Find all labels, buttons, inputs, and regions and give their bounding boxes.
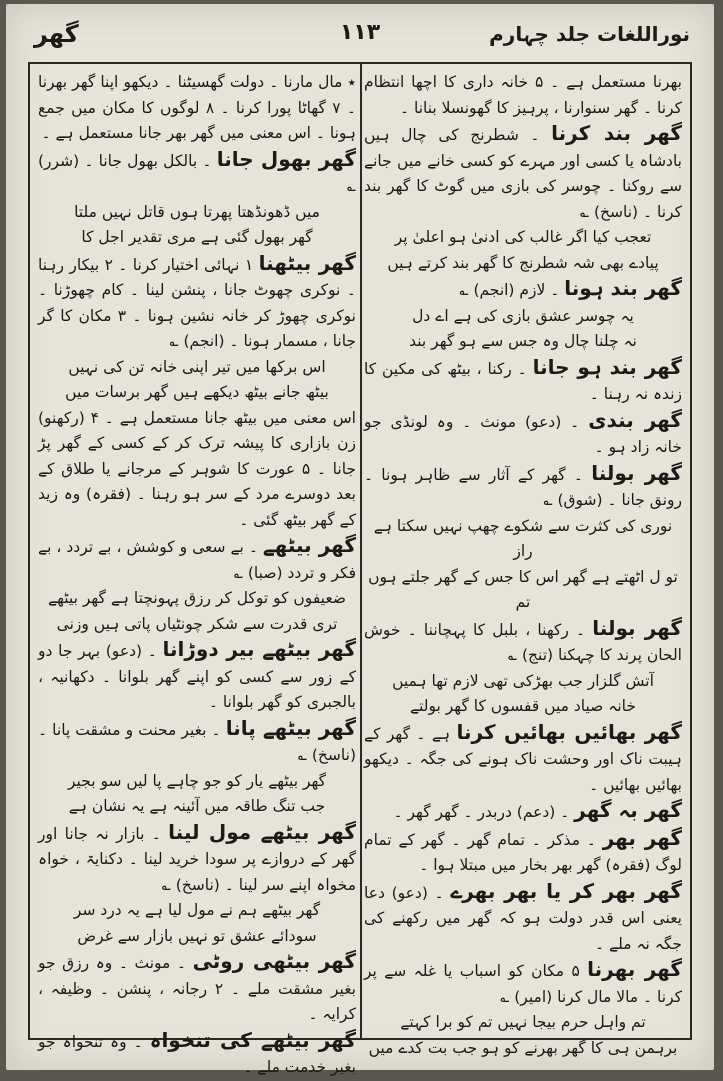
- entry-headword: گھر بند ہونا: [564, 276, 682, 300]
- entry-definition: ۔ لازم (انجم) ؎: [459, 281, 560, 299]
- entry-definition: ۔ بازار نہ جانا اور گھر کے دروازے پر سودا خرید لینا ۔ دکنایۃ ، خواہ مخواہ اپنے سر لینا ۔ (ناسخ) ؎: [38, 824, 356, 894]
- verse-line: نوری کی کثرت سے شکوے چھپ نہیں سکتا ہے راز: [373, 516, 673, 560]
- dictionary-entry: [38, 820, 356, 899]
- entry-headword: گھر بیٹھے بیر دوڑانا: [162, 637, 356, 661]
- verse-line: خانہ صیاد میں قفسوں کا گھر بولتے: [410, 697, 636, 715]
- entry-definition: ۔ بے سعی و کوشش ، بے تردد ، بے فکر و تردد (صبا) ؎: [38, 538, 356, 582]
- entry-headword: گھر بیٹھنا: [258, 250, 356, 275]
- verse-line: گھر بھول گئی ہے مری تقدیر اجل کا: [81, 228, 313, 246]
- entry-headword: گھر بیٹھے: [262, 533, 356, 557]
- dictionary-entry: [364, 461, 682, 514]
- dictionary-entry: [38, 251, 356, 355]
- entry-definition: ۔ بغیر محنت و مشقت پانا ۔ (ناسخ) ؎: [38, 720, 356, 764]
- entry-definition: ۔ (دعو) بہر جا دو کے زور سے کسی کو اپنے گھر بلوانا ۔ دکھانیہ ، بالجبری کو گھر بلوانا ۔: [38, 642, 356, 711]
- entry-headword: گھر بھرنا: [587, 957, 682, 981]
- entry-definition: اس معنی میں بیٹھ جانا مستعمل ہے ۔ ۴ (رکھنو) زن بازاری کا پیشہ ترک کر کے کسی کے گھر پڑ جانا ۔ ۵ عورت کا شوہر کے مرجانے یا طلاق کے بعد دوسرے مرد کے سر ہو رہنا ۔ (فقرہ) وہ زید کے گھر بیٹھ گئی ۔: [38, 408, 357, 529]
- dictionary-entry: [364, 798, 682, 826]
- dictionary-entry: [38, 949, 356, 1028]
- dictionary-entry: [38, 147, 356, 200]
- right-column: [364, 70, 683, 1057]
- verse-line: یہ چوسر عشق بازی کی ہے اے دل: [412, 306, 634, 325]
- verse-line: تعجب کیا اگر غالب کی ادنیٰ ہو اعلیٰ پر: [394, 228, 652, 246]
- entry-definition: ۔ مذکر ۔ تمام گھر ۔ گھر کے تمام لوگ (فقرہ) گھر بھر بخار میں مبتلا ہوا ۔: [364, 830, 682, 874]
- dictionary-entry: [38, 70, 356, 147]
- dictionary-entry: [38, 1028, 356, 1081]
- dictionary-entry: [364, 355, 682, 408]
- content-frame: [28, 62, 692, 1076]
- entry-headword: گھر بولنا: [591, 460, 682, 485]
- dictionary-entry: [364, 616, 682, 669]
- verse-line: ضعیفوں کو توکل کر رزق پہونچتا ہے گھر بیٹھے: [48, 589, 346, 607]
- dictionary-entry: [38, 406, 356, 534]
- verse-line: سودائے عشق تو نہیں بازار سے غرض: [77, 926, 317, 945]
- verse-line: اس برکھا میں تیر اپنی خانہ تن کی نہیں: [68, 357, 326, 376]
- entry-definition: ۔ (دعو) مونث ۔ وہ لونڈی جو خانہ زاد ہو ۔: [364, 412, 682, 456]
- verse-line: تم واہل حرم بیجا نہیں تم کو برا کہتے: [400, 1013, 646, 1031]
- verse-line: بیٹھ جانے بیٹھ دیکھے ہیں گھر برسات میں: [65, 383, 329, 401]
- entry-headword: گھر بیٹھے کی تنخواہ: [149, 1027, 356, 1052]
- entry-headword: گھر بیٹھے مول لینا: [168, 819, 356, 844]
- entry-headword: گھر بیٹھے پانا: [225, 715, 356, 740]
- catchword: گھر: [34, 20, 79, 48]
- entry-headword: گھر بھائیں بھائیں کرنا: [456, 719, 682, 744]
- dictionary-entry: [364, 826, 682, 879]
- verse-line: برہمن ہی کا گھر بھرنے کو ہو جب بت کدے میں: [368, 1038, 678, 1057]
- dictionary-entry: [38, 716, 356, 769]
- entry-definition: ۔ گھر کے آثار سے ظاہر ہونا ۔ رونق جانا ۔ (شوق) ؎: [364, 465, 682, 509]
- entry-definition: ٭ مال مارنا ۔ دولت گھسیٹنا ۔ دیکھو اپنا گھر بھرنا ۔ ۷ گھاٹا پورا کرنا ۔ ۸ لوگوں کا مکان میں جمع ہونا ۔ اس معنی میں گھر بھر جانا مستعمل ہے ۔: [38, 73, 356, 142]
- verse-line: گھر بیٹھے ہم نے مول لیا ہے یہ درد سر: [73, 901, 321, 919]
- entry-definition: ۔ رکنا ، بیٹھ کی مکین کا زندہ نہ رہنا ۔: [364, 359, 682, 403]
- verse-line: تو ل اٹھتے ہے گھر اس کا جس کے گھر جلتے ہوں تم: [368, 567, 678, 611]
- entry-definition: ۵ مکان کو اسباب یا غلہ سے پر کرنا ۔ مالا مال کرنا (امیر) ؎: [364, 962, 682, 1006]
- dictionary-page: [6, 4, 714, 1076]
- entry-headword: گھر بند ہو جانا: [532, 354, 682, 379]
- entry-definition: ۱ نہائی اختیار کرنا ۔ ۲ بیکار رہنا ۔ نوکری چھوٹ جانا ، پنشن لینا ۔ کام چھوڑنا ۔ نوکری چھوڑ کر خانہ نشین ہونا ۔ ۳ مکان کا گر جانا ، مسمار ہونا ۔ (انجم) ؎: [38, 255, 356, 350]
- verse-line: نہ چلنا چال وہ جس سے ہو گھر بند: [409, 332, 637, 350]
- dictionary-entry: [38, 637, 356, 716]
- verse-line: گھر بیٹھے یار کو جو چاہے پا لیں سو بجیر: [67, 771, 327, 790]
- entry-headword: گھر بندی: [588, 407, 683, 432]
- entry-definition: ہے ۔ گھر کے ہیبت ناک اور وحشت ناک ہونے کی جگہ ۔ دیکھو بھائیں بھائیں ۔: [364, 724, 682, 794]
- entry-definition: ۔ (دعم) دربدر ۔ گھر گھر ۔: [393, 803, 570, 821]
- entry-definition: بھرنا مستعمل ہے ۔ ۵ خانہ داری کا اچھا انتظام کرنا ۔ گھر سنوارنا ، پرہیز کا گھونسلا بنانا ۔: [364, 73, 682, 117]
- entry-headword: گھر بیٹھی روٹی: [192, 949, 357, 973]
- entry-headword: گھر بہ گھر: [574, 798, 682, 822]
- dictionary-entry: [364, 408, 682, 461]
- verse-line: پیادے بھی شہ شطرنج کا گھر بند کرتے ہیں: [387, 253, 659, 272]
- entry-headword: گھر بولنا: [592, 615, 682, 640]
- entry-definition: ۔ مونث ۔ وہ رزق جو بغیر مشقت ملے ۔ ۲ رجانہ ، پنشن ۔ وظیفہ ، کرایہ ۔: [38, 954, 356, 1023]
- page-number: ۱۱۳: [339, 20, 381, 45]
- entry-headword: گھر بند کرنا: [551, 121, 682, 145]
- entry-definition: ۔ رکھنا ، بلبل کا پہچاننا ۔ خوش الحان پرند کا چہکنا (تنج) ؎: [364, 620, 682, 664]
- dictionary-entry: [364, 121, 682, 225]
- book-title: نوراللغات جلد چہارم: [489, 22, 690, 46]
- entry-definition: ۔ بالکل بھول جانا ۔ (شرر) ؎: [38, 151, 356, 195]
- dictionary-entry: [38, 533, 356, 586]
- entry-headword: گھر بھول جانا: [216, 146, 357, 171]
- entry-headword: گھر بھر: [602, 825, 682, 850]
- entry-definition: ۔ (دعو) دعا یعنی اس قدر دولت ہو کہ گھر میں رکھنے کی جگہ نہ ملے ۔: [364, 883, 682, 953]
- entry-definition: ۔ وہ تنخواہ جو بغیر خدمت ملے ۔: [38, 1032, 356, 1076]
- verse-line: میں ڈھونڈھتا پھرتا ہوں قاتل نہیں ملتا: [74, 202, 320, 221]
- page-header: [24, 16, 696, 54]
- column-divider: [360, 64, 362, 1038]
- verse-line: جب تنگ طاقہ میں آئینہ ہے یہ نشان ہے: [68, 797, 326, 815]
- dictionary-entry: [364, 70, 682, 121]
- dictionary-entry: [364, 879, 682, 958]
- entry-definition: ۔ شطرنج کی چال ہیں بادشاہ یا کسی اور مہرے کو کسی خانے میں جانے سے روکنا ۔ چوسر کی بازی میں گوٹ کا گھر بند کرنا ۔ (ناسخ) ؎: [364, 126, 682, 221]
- verse-line: آتش گلزار جب بھڑکی تھی لازم تھا ہمیں: [392, 671, 654, 690]
- left-column: [38, 70, 357, 1076]
- dictionary-entry: [364, 957, 682, 1010]
- entry-headword: گھر بھر کر یا بھر بھرے: [450, 878, 682, 903]
- verse-line: تری قدرت سے شکر چونٹیاں پاتی ہیں وزنی: [56, 614, 338, 633]
- dictionary-entry: [364, 720, 682, 799]
- dictionary-entry: [364, 276, 682, 304]
